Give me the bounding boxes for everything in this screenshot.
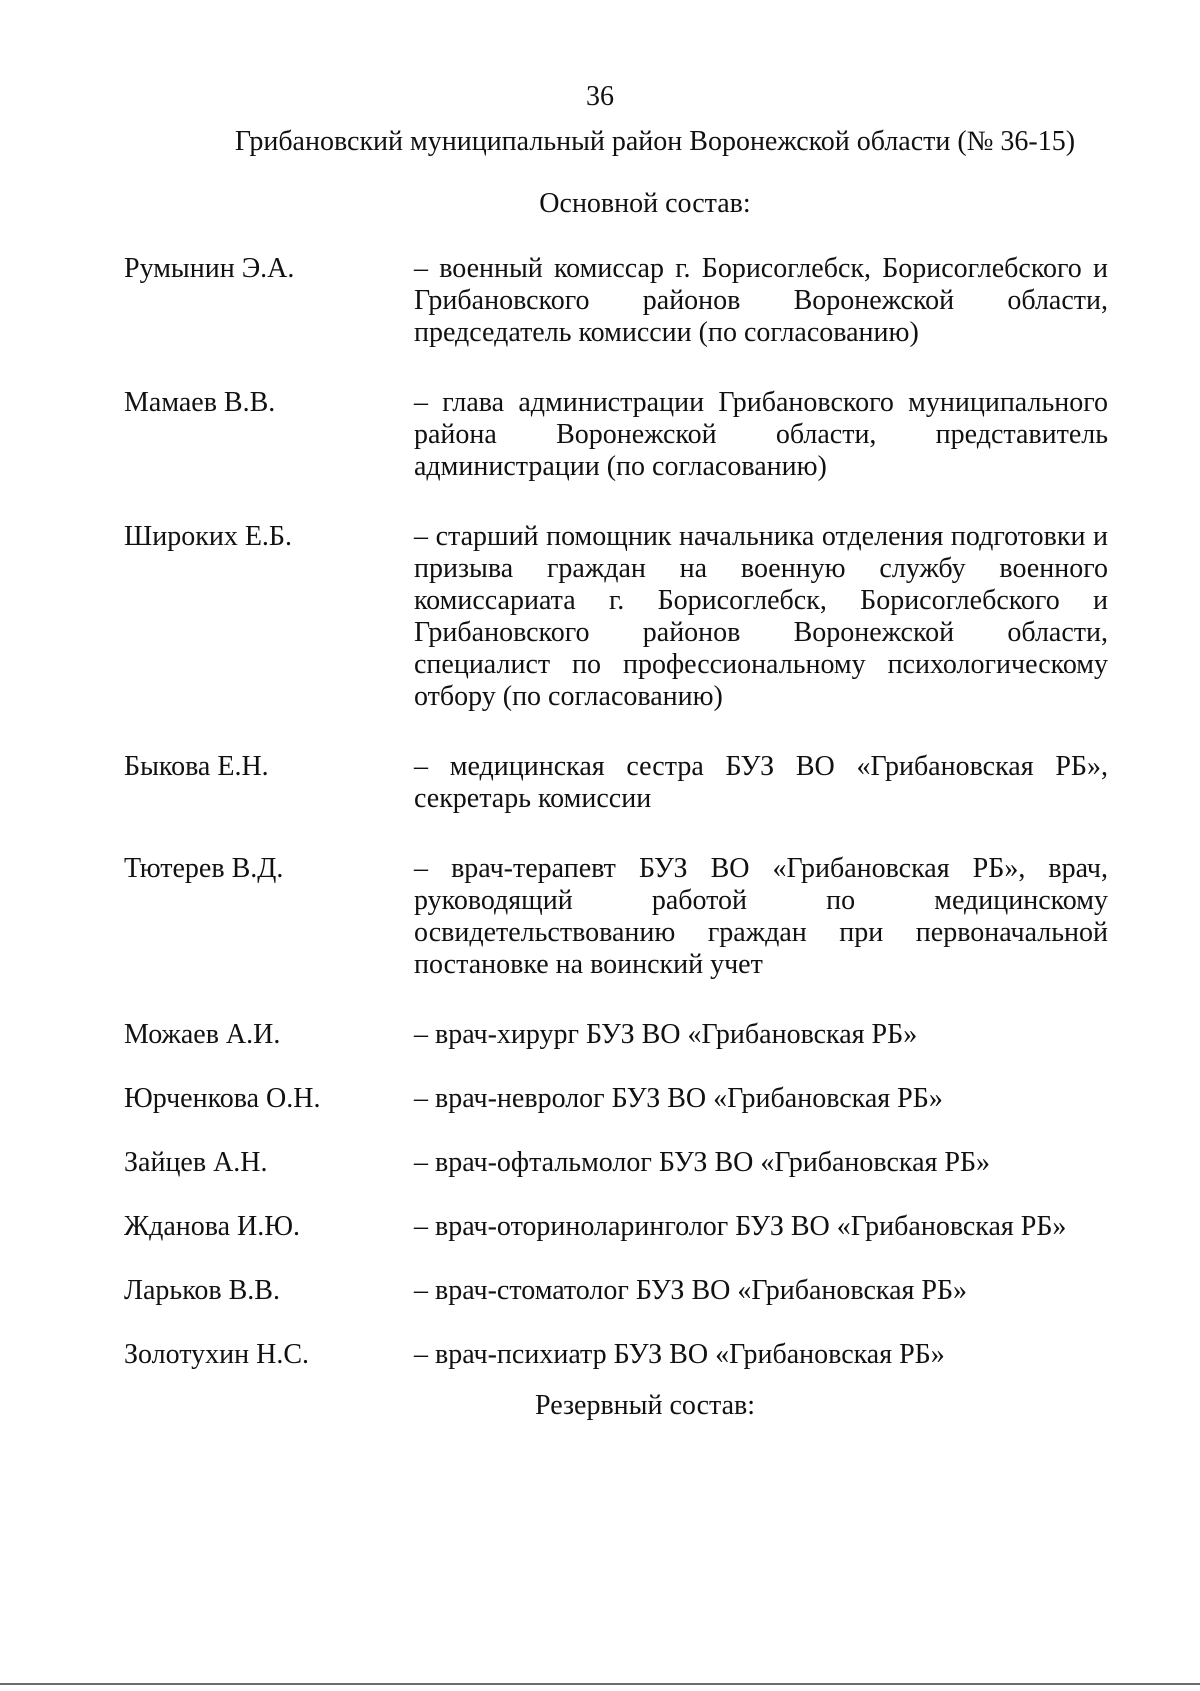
member-role: – врач-офтальмолог БУЗ ВО «Грибановская РБ» xyxy=(414,1147,991,1178)
member-name: Ларьков В.В. xyxy=(124,1275,280,1306)
member-row xyxy=(124,1019,1108,1051)
member-row xyxy=(124,853,1108,981)
member-role: – врач-терапевт БУЗ ВО «Грибановская РБ», врач, руководящий работой по медицинскому освидетельствованию граждан при первоначальной постановке на воинский учет xyxy=(414,853,1108,980)
member-row xyxy=(124,1083,1108,1115)
member-row xyxy=(124,1339,1108,1371)
member-name: Румынин Э.А. xyxy=(124,253,295,284)
reserve-composition-heading: Резервный состав: xyxy=(534,1390,756,1421)
member-role: – врач-хирург БУЗ ВО «Грибановская РБ» xyxy=(414,1019,918,1050)
member-row xyxy=(124,253,1108,349)
main-composition-heading: Основной состав: xyxy=(539,188,751,219)
member-name: Тютерев В.Д. xyxy=(124,853,284,884)
member-row xyxy=(124,1211,1108,1243)
member-name: Жданова И.Ю. xyxy=(124,1211,301,1242)
page-number: 36 xyxy=(586,81,614,112)
member-role: – военный комиссар г. Борисоглебск, Борисоглебского и Грибановского районов Воронежской области, председатель комиссии (по согласованию) xyxy=(414,253,1108,348)
member-row xyxy=(124,1275,1108,1307)
member-row xyxy=(124,751,1108,815)
member-name: Можаев А.И. xyxy=(124,1019,281,1050)
scan-edge-line xyxy=(0,1683,1200,1685)
member-role: – врач-невролог БУЗ ВО «Грибановская РБ» xyxy=(414,1083,943,1114)
member-role: – старший помощник начальника отделения подготовки и призыва граждан на военную службу военного комиссариата г. Борисоглебск, Борисоглебского и Грибановского районов Воронежской области, специалист по профессиональному психологическому отбору (по согласованию) xyxy=(414,521,1108,712)
member-name: Быкова Е.Н. xyxy=(124,751,269,782)
member-role: – медицинская сестра БУЗ ВО «Грибановская РБ», секретарь комиссии xyxy=(414,751,1108,814)
member-name: Зайцев А.Н. xyxy=(124,1147,268,1178)
member-name: Широких Е.Б. xyxy=(124,521,292,552)
member-role: – глава администрации Грибановского муниципального района Воронежской области, представитель администрации (по согласованию) xyxy=(414,387,1108,482)
member-name: Мамаев В.В. xyxy=(124,387,276,418)
member-name: Золотухин Н.С. xyxy=(124,1339,309,1370)
member-row xyxy=(124,387,1108,483)
member-role: – врач-психиатр БУЗ ВО «Грибановская РБ» xyxy=(414,1339,945,1370)
member-row xyxy=(124,1147,1108,1179)
member-role: – врач-оториноларинголог БУЗ ВО «Грибановская РБ» xyxy=(414,1211,1067,1242)
district-title: Грибановский муниципальный район Воронежской области (№ 36-15) xyxy=(234,126,1076,157)
member-role: – врач-стоматолог БУЗ ВО «Грибановская РБ» xyxy=(414,1275,968,1306)
member-name: Юрченкова О.Н. xyxy=(124,1083,321,1114)
member-list xyxy=(124,253,1108,1371)
member-row xyxy=(124,521,1108,713)
